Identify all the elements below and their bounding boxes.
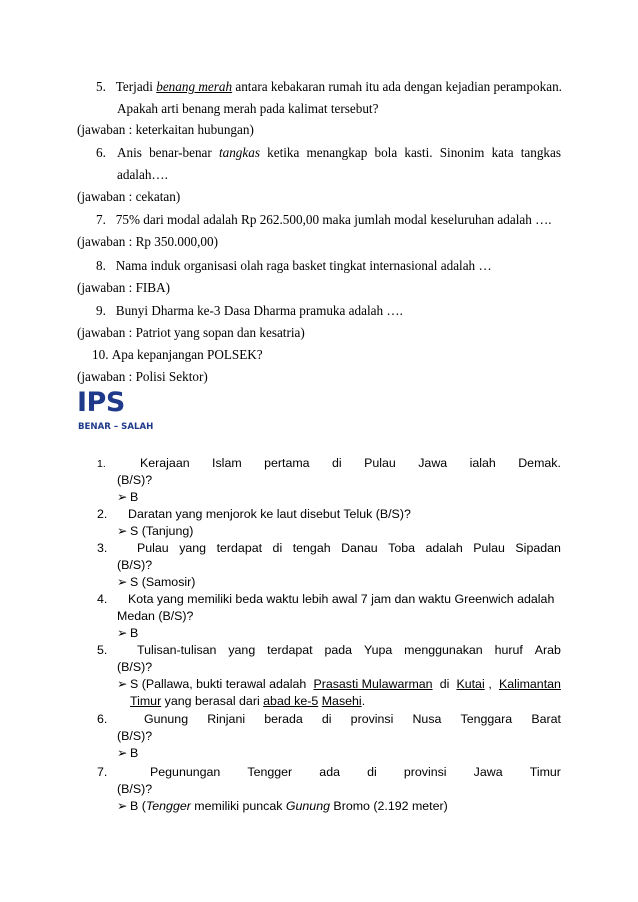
ips-item-5-answer: ➢ S (Pallawa, bukti terawal adalah Prasasti Mulawarman di Kutai , Kalimantan [117, 677, 561, 691]
ips-item-4: 4. Kota yang memiliki beda waktu lebih awal 7 jam dan waktu Greenwich adalah [97, 592, 555, 606]
arrow-bullet-icon: ➢ [117, 746, 128, 760]
answer-9: (jawaban : Patriot yang sopan dan kesatria) [77, 325, 305, 340]
arrow-bullet-icon: ➢ [117, 490, 128, 504]
ips-item-5: Tulisan-tulisan yang terdapat pada Yupa menggunakan huruf Arab [137, 643, 561, 657]
ips-item-6: Gunung Rinjani berada di provinsi Nusa Tenggara Barat [144, 712, 561, 726]
ips-item-7: Pegunungan Tengger ada di provinsi Jawa Timur [150, 765, 561, 779]
ips-item-3: Pulau yang terdapat di tengah Danau Toba adalah Pulau Sipadan [137, 541, 561, 555]
answer-6: (jawaban : cekatan) [77, 189, 181, 204]
ips-item-7-answer: ➢ B (Tengger memiliki puncak Gunung Bromo (2.192 meter) [117, 799, 448, 813]
link-prasasti-mulawarman[interactable]: Prasasti Mulawarman [313, 677, 433, 691]
link-kutai[interactable]: Kutai [456, 677, 485, 691]
answer-7: (jawaban : Rp 350.000,00) [77, 234, 219, 249]
arrow-bullet-icon: ➢ [117, 575, 128, 589]
ips-item-5-answer-line2: Timur yang berasal dari abad ke-5 Masehi. [130, 694, 366, 708]
question-6-number: 6. [96, 145, 106, 160]
arrow-bullet-icon: ➢ [117, 677, 128, 691]
arrow-bullet-icon: ➢ [117, 799, 128, 813]
ips-item-6-bs: (B/S)? [117, 729, 153, 743]
ips-item-5-number: 5. [97, 643, 108, 657]
ips-item-1-answer: ➢ B [117, 490, 139, 504]
answer-8: (jawaban : FIBA) [77, 280, 171, 295]
ips-item-3-number: 3. [97, 541, 108, 555]
question-6: Anis benar-benar tangkas ketika menangkap bola kasti. Sinonim kata tangkas [117, 145, 561, 160]
link-masehi[interactable]: Masehi [321, 694, 362, 708]
ips-item-1-bs: (B/S)? [117, 473, 153, 487]
arrow-bullet-icon: ➢ [117, 626, 128, 640]
section-title: IPS [77, 387, 125, 418]
ips-item-7-number: 7. [97, 765, 108, 779]
question-9: 9. Bunyi Dharma ke-3 Dasa Dharma pramuka adalah …. [96, 303, 403, 318]
answer-5: (jawaban : keterkaitan hubungan) [77, 122, 254, 137]
question-10: 10. Apa kepanjangan POLSEK? [92, 347, 263, 362]
question-5-line2: Apakah arti benang merah pada kalimat tersebut? [117, 101, 379, 116]
ips-item-6-number: 6. [97, 712, 108, 726]
question-7: 7. 75% dari modal adalah Rp 262.500,00 maka jumlah modal keseluruhan adalah …. [96, 212, 552, 227]
section-subtitle: BENAR – SALAH [78, 422, 154, 432]
ips-item-5-bs: (B/S)? [117, 660, 153, 674]
question-number: 5. [96, 79, 106, 94]
link-kalimantan[interactable]: Kalimantan [498, 677, 561, 691]
ips-item-3-bs: (B/S)? [117, 558, 153, 572]
ips-item-4-answer: ➢ B [117, 626, 139, 640]
ips-item-6-answer: ➢ B [117, 746, 139, 760]
question-8: 8. Nama induk organisasi olah raga basket tingkat internasional adalah … [96, 258, 492, 273]
ips-item-2-answer: ➢ S (Tanjung) [117, 524, 194, 538]
ips-item-3-answer: ➢ S (Samosir) [117, 575, 196, 589]
link-timur[interactable]: Timur [130, 694, 162, 708]
question-6-line2: adalah…. [117, 167, 168, 182]
arrow-bullet-icon: ➢ [117, 524, 128, 538]
answer-10: (jawaban : Polisi Sektor) [77, 369, 208, 384]
ips-item-2: 2. Daratan yang menjorok ke laut disebut Teluk (B/S)? [97, 507, 411, 521]
ips-item-7-bs: (B/S)? [117, 782, 153, 796]
question-5: 5. Terjadi benang merah antara kebakaran rumah itu ada dengan kejadian perampokan. [96, 79, 562, 94]
ips-item-4-line2: Medan (B/S)? [117, 609, 194, 623]
link-abad-ke-5[interactable]: abad ke-5 [263, 694, 319, 708]
ips-item-1: Kerajaan Islam pertama di Pulau Jawa ialah Demak. [140, 456, 561, 470]
ips-item-1-number: 1. [97, 458, 106, 470]
